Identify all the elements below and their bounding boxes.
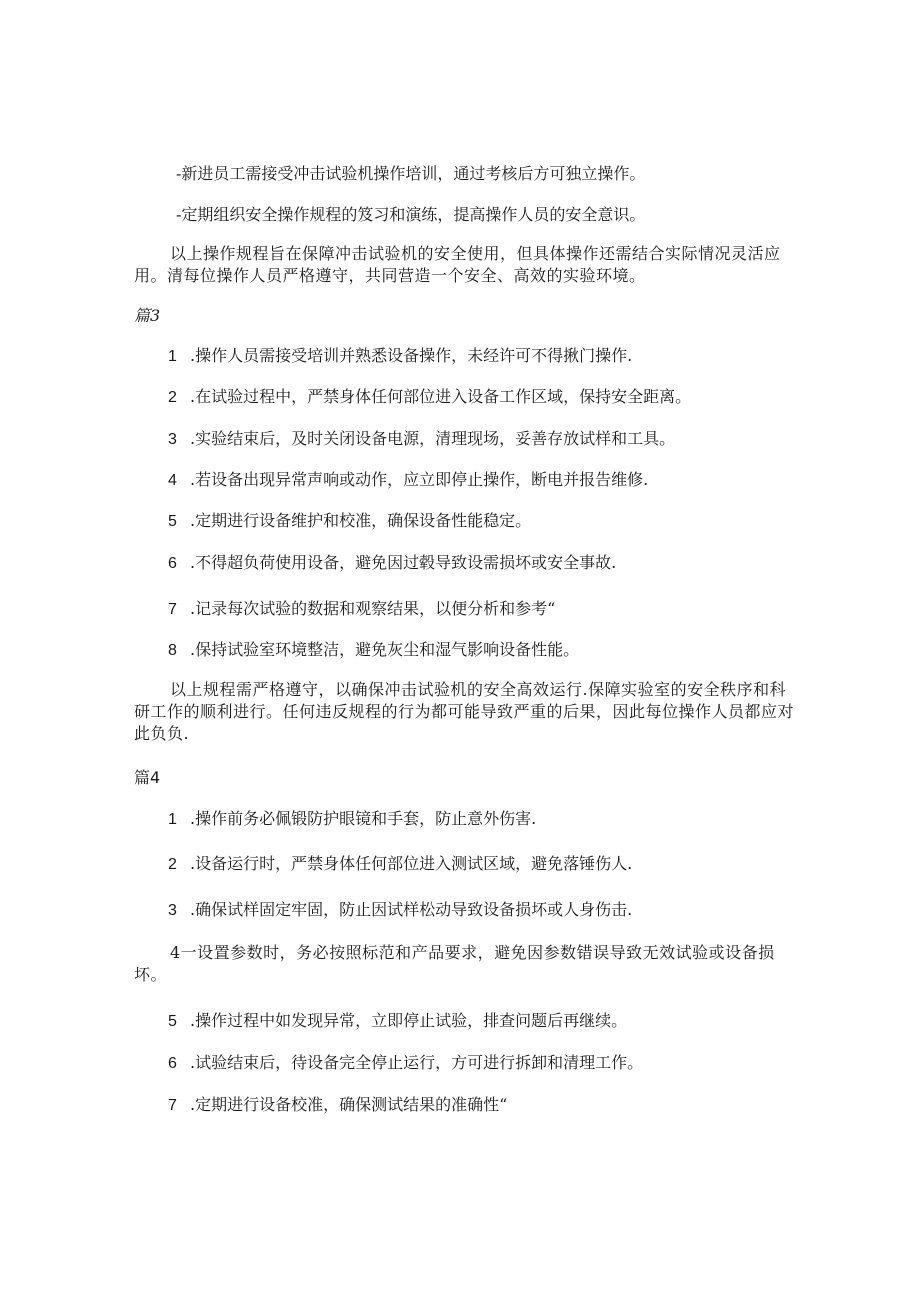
section3-item-4	[168, 469, 648, 492]
item-number: 3	[168, 902, 177, 919]
section3-item-7	[168, 598, 555, 621]
section3-conclusion: 以上规程需严格遵守，以确保冲击试验机的安全高效运行.保障实验室的安全秩序和科研工作的顺利进行。任何违反规程的行为都可能导致严重的后果，因此每位操作人员都应对此负负.	[134, 680, 795, 743]
section3-item-8	[168, 639, 579, 662]
section4-item-2	[168, 853, 632, 876]
item-number: 6	[168, 555, 177, 572]
item-number: 7	[168, 601, 177, 618]
section3-item-2	[168, 386, 691, 409]
intro-bullet-2: -定期组织安全操作规程的笈习和演练，提高操作人员的安全意识。	[176, 205, 646, 224]
item-number: 8	[168, 642, 177, 659]
item-text: .实验结束后，及时关闭设备电源，清理现场，妥善存放试样和工具。	[190, 429, 676, 448]
section3-item-3	[168, 428, 675, 451]
item-text: .记录每次试验的数据和观察结果，以便分析和参考“	[190, 599, 556, 618]
intro-conclusion: 以上操作规程旨在保障冲击试验机的安全使用，但具体操作还需结合实际情况灵活应用。清每位操作人员严格遵守，共同营造一个安全、高效的实验环境。	[134, 244, 781, 285]
item-text: .在试验过程中，严禁身体任何部位进入设备工作区域，保持安全距离。	[190, 387, 692, 406]
section4-item-4: 4一设置参数时，务必按照标范和产品要求，避免因参数错误导致无效试验或设备损坏。	[134, 943, 775, 984]
item-text: .定期进行设备校准，确保测试结果的准确性“	[190, 1095, 508, 1114]
section4-item-6	[168, 1052, 643, 1075]
item-text: .操作人员需接受培训并熟悉设备操作，未经许可不得揪门操作.	[190, 346, 633, 365]
section4-item-7	[168, 1094, 507, 1117]
item-number: 5	[168, 513, 177, 530]
intro-bullet-1: -新进员工需接受冲击试验机操作培训，通过考核后方可独立操作。	[176, 164, 646, 183]
section3-item-6	[168, 552, 616, 575]
item-number: 3	[168, 431, 177, 448]
section3-heading: 篇3	[134, 306, 161, 325]
section3-item-5	[168, 510, 531, 533]
item-text: .不得超负荷使用设备，避免因过毂导致设需损坏或安全事故.	[190, 553, 617, 572]
item-text: .操作过程中如发现异常，立即停止试验，排查问题后再继续。	[190, 1011, 628, 1030]
item-text: .操作前务必佩锻防护眼镜和手套，防止意外伤害.	[190, 809, 537, 828]
item-text: .定期进行设备维护和校准，确保设备性能稳定。	[190, 511, 532, 530]
item-text: .试验结束后，待设备完全停止运行，方可进行拆卸和清理工作。	[190, 1053, 644, 1072]
section4-item-3	[168, 899, 632, 922]
item-number: 2	[168, 389, 177, 406]
section4-heading: 篇4	[134, 768, 161, 787]
section4-item-5	[168, 1010, 627, 1033]
item-number: 1	[168, 811, 177, 828]
item-number: 5	[168, 1013, 177, 1030]
section4-item-1	[168, 808, 536, 831]
item-text: .若设备出现异常声响或动作，应立即停止操作，断电并报告维修.	[190, 470, 649, 489]
item-text: .保持试验室环境整洁，避免灰尘和湿气影响设备性能。	[190, 640, 580, 659]
item-number: 2	[168, 856, 177, 873]
item-text: .设备运行时，严禁身体任何部位进入测试区域，避免落锤伤人.	[190, 854, 633, 873]
item-text: .确保试样固定牢固，防止因试样松动导致设备损坏或人身伤击.	[190, 900, 633, 919]
item-number: 4	[168, 472, 177, 489]
item-number: 6	[168, 1055, 177, 1072]
section3-item-1	[168, 345, 632, 368]
item-number: 1	[168, 348, 177, 365]
item-number: 7	[168, 1097, 177, 1114]
